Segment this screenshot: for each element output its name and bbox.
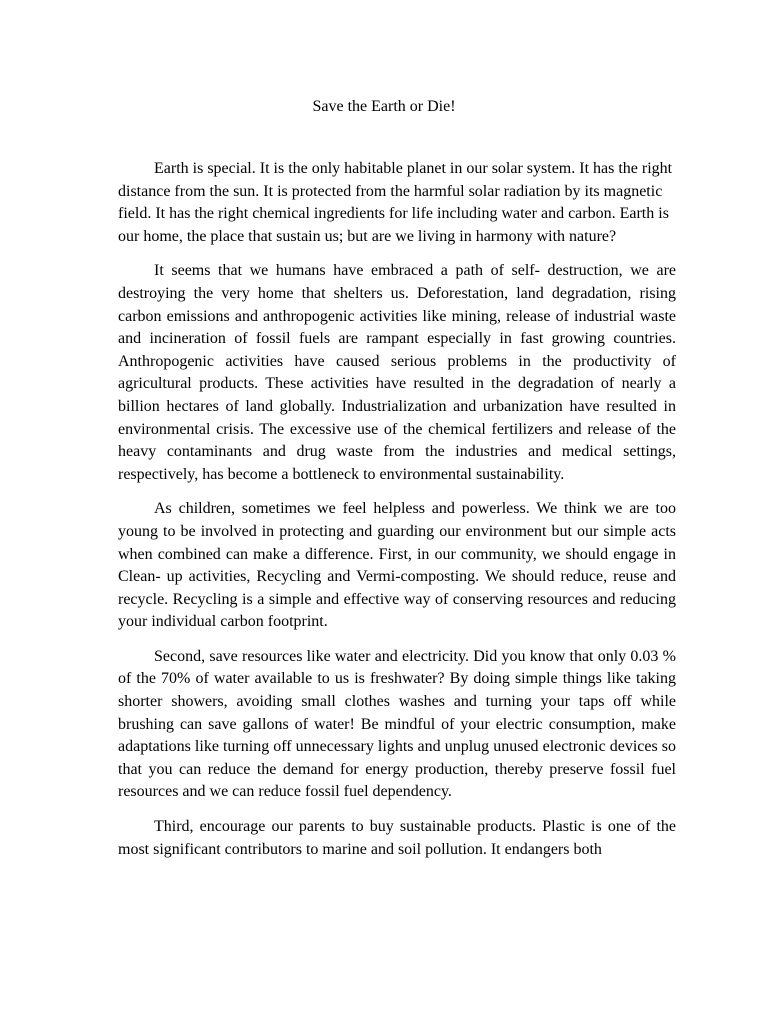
paragraph-4: Second, save resources like water and electricity. Did you know that only 0.03 % of the 70% of water available to us is freshwater? By doing simple things like taking shorter showers, avoiding small clothes washes and turning your taps off while brushing can save gallons of water! Be mindful of your electric consumption, make adaptations like turning off unnecessary lights and unplug unused electronic devices so that you can reduce the demand for energy production, thereby preserve fossil fuel resources and we can reduce fossil fuel dependency. xyxy=(118,647,676,801)
paragraph-3: As children, sometimes we feel helpless and powerless. We think we are too young to be involved in protecting and guarding our environment but our simple acts when combined can make a difference. First, in our community, we should engage in Clean- up activities, Recycling and Vermi-composting. We should reduce, reuse and recycle. Recycling is a simple and effective way of conserving resources and reducing your individual carbon footprint. xyxy=(118,500,676,631)
document-title: Save the Earth or Die! xyxy=(312,98,456,115)
document-body xyxy=(118,158,676,873)
paragraph-2: It seems that we humans have embraced a path of self- destruction, we are destroying the very home that shelters us. Deforestation, land degradation, rising carbon emissions and anthropogenic activities like mining, release of industrial waste and incineration of fossil fuels are rampant especially in fast growing countries. Anthropogenic activities have caused serious problems in the productivity of agricultural products. These activities have resulted in the degradation of nearly a billion hectares of land globally. Industrialization and urbanization have resulted in environmental crisis. The excessive use of the chemical fertilizers and release of the heavy contaminants and drug waste from the industries and medical settings, respectively, has become a bottleneck to environmental sustainability. xyxy=(118,262,676,483)
paragraph-5: Third, encourage our parents to buy sustainable products. Plastic is one of the most significant contributors to marine and soil pollution. It endangers both xyxy=(118,818,676,858)
paragraph-1: Earth is special. It is the only habitable planet in our solar system. It has the right distance from the sun. It is protected from the harmful solar radiation by its magnetic field. It has the right chemical ingredients for life including water and carbon. Earth is our home, the place that sustain us; but are we living in harmony with nature? xyxy=(118,160,673,245)
